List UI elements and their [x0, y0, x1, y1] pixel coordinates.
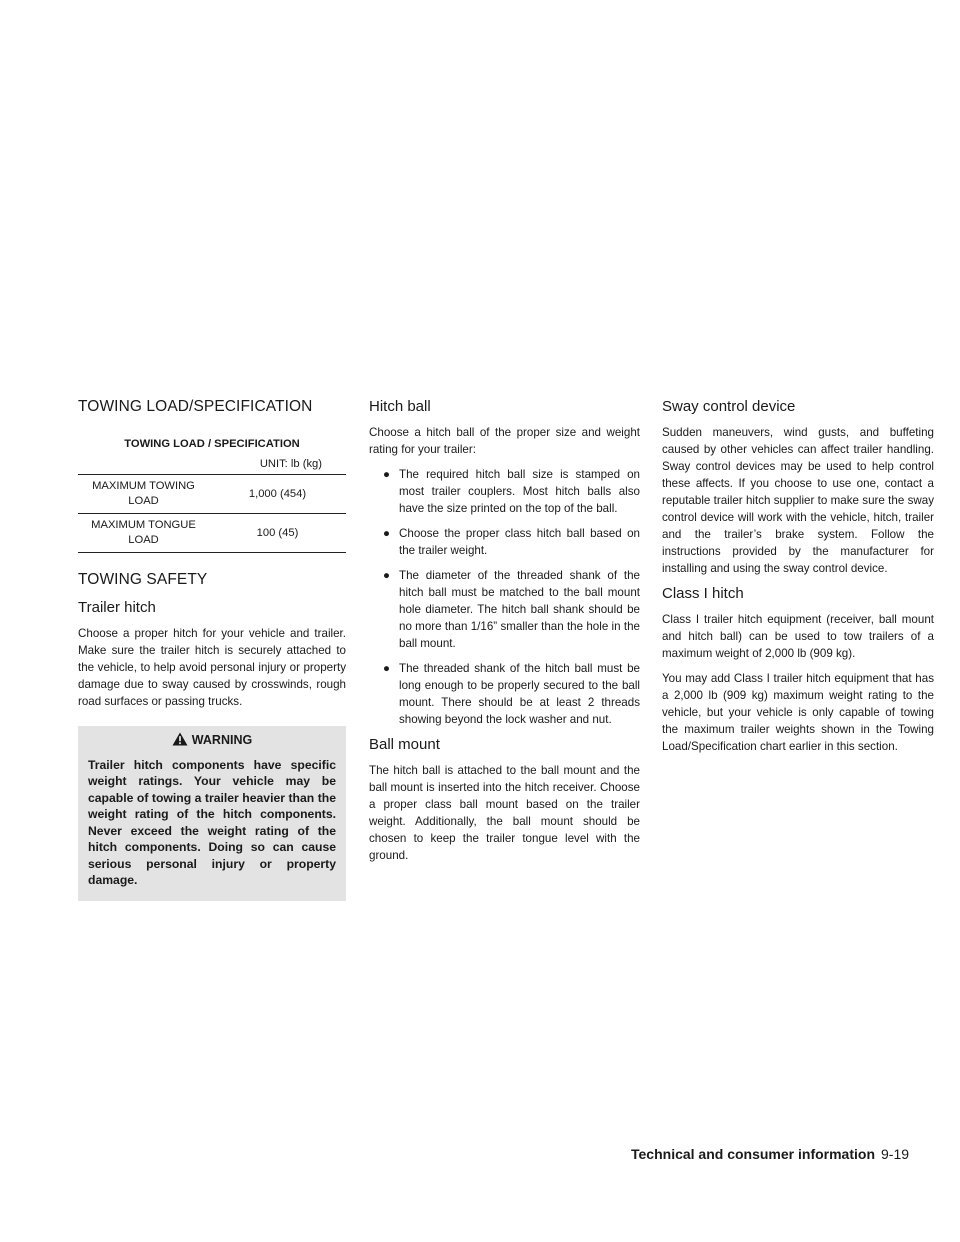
- towing-spec-table: [78, 430, 346, 553]
- heading-towing-load-specification: TOWING LOAD/SPECIFICATION: [78, 398, 313, 415]
- bullet-icon: ●: [383, 569, 391, 582]
- page-footer: [631, 1146, 909, 1162]
- page-number: 9-19: [881, 1146, 910, 1162]
- paragraph-ball-mount: The hitch ball is attached to the ball mount and the ball mount is inserted into the hitch receiver. Choose a proper class ball mount based on the trailer weight. Additionally, the ball mount should be chosen to keep the trailer tongue level with the ground.: [369, 764, 640, 862]
- row-label: MAXIMUM TONGUE LOAD: [91, 518, 196, 546]
- warning-triangle-icon: [172, 732, 188, 749]
- paragraph-sway-control: Sudden maneuvers, wind gusts, and buffeting caused by other vehicles can affect trailer handling. Sway control devices may be used to help control these affects. If you choose to use one, contact a reputable trailer hitch supplier to make sure the sway control device will work with the vehicle, hitch, trailer and the trailer’s brake system. Follow the instructions provided by the manufacturer for installing and using the sway control device.: [662, 426, 934, 575]
- paragraph-class-i-2: You may add Class I trailer hitch equipment that has a 2,000 lb (909 kg) maximum weight rating to the vehicle, but your vehicle is only capable of towing the maximum trailer weights shown in the Towing Load/Specification chart earlier in this section.: [662, 672, 934, 753]
- list-item: ● The diameter of the threaded shank of the hitch ball must be matched to the ball mount hole diameter. The hitch ball shank should be no more than 1/16” smaller than the hole in the ball mount.: [383, 569, 640, 650]
- table-unit: UNIT: lb (kg): [259, 457, 322, 470]
- warning-box: [78, 726, 346, 901]
- row-label: MAXIMUM TOWING LOAD: [92, 479, 195, 507]
- table-row: [78, 474, 346, 513]
- list-item: ● The required hitch ball size is stamped on most trailer couplers. Most hitch balls also have the size printed on the top of the ball.: [383, 468, 640, 515]
- chapter-title: Technical and consumer information: [631, 1146, 876, 1162]
- subheading-hitch-ball: Hitch ball: [369, 398, 431, 415]
- warning-text: Trailer hitch components have specific weight ratings. Your vehicle may be capable of towing a trailer heavier than the weight rating of the hitch components. Never exceed the weight rating of the hitch components. Doing so can cause serious personal injury or property damage.: [88, 757, 336, 888]
- column-2: [369, 398, 640, 872]
- paragraph-class-i-1: Class I trailer hitch equipment (receiver, ball mount and hitch ball) can be used to tow trailers of a maximum weight of 2,000 lb (909 kg).: [662, 613, 934, 660]
- warning-header: [88, 732, 336, 749]
- table-title: TOWING LOAD / SPECIFICATION: [124, 437, 300, 450]
- row-value: 100 (45): [256, 526, 299, 539]
- subheading-ball-mount: Ball mount: [369, 736, 440, 753]
- warning-label: WARNING: [191, 733, 253, 748]
- bullet-icon: ●: [383, 662, 391, 675]
- subheading-class-i-hitch: Class I hitch: [662, 585, 744, 602]
- paragraph-trailer-hitch: Choose a proper hitch for your vehicle and trailer. Make sure the trailer hitch is securely attached to the vehicle, to help avoid personal injury or property damage due to sway caused by crosswinds, rough road surfaces or passing trucks.: [78, 626, 346, 708]
- subheading-sway-control: Sway control device: [662, 398, 796, 415]
- bullet-icon: ●: [383, 468, 391, 481]
- subheading-trailer-hitch: Trailer hitch: [78, 598, 156, 616]
- heading-towing-safety: TOWING SAFETY: [78, 570, 208, 588]
- table-row: [78, 513, 346, 552]
- paragraph-hitch-ball: Choose a hitch ball of the proper size and weight rating for your trailer:: [369, 426, 640, 456]
- bullet-icon: ●: [383, 527, 391, 540]
- row-value: 1,000 (454): [248, 487, 307, 500]
- column-1: [78, 398, 346, 901]
- column-3: [662, 398, 934, 763]
- hitch-ball-bullets: [369, 466, 640, 728]
- list-item: ● Choose the proper class hitch ball based on the trailer weight.: [383, 527, 640, 557]
- list-item: ● The threaded shank of the hitch ball must be long enough to be properly secured to the ball mount. There should be at least 2 threads showing beyond the lock washer and nut.: [383, 662, 640, 726]
